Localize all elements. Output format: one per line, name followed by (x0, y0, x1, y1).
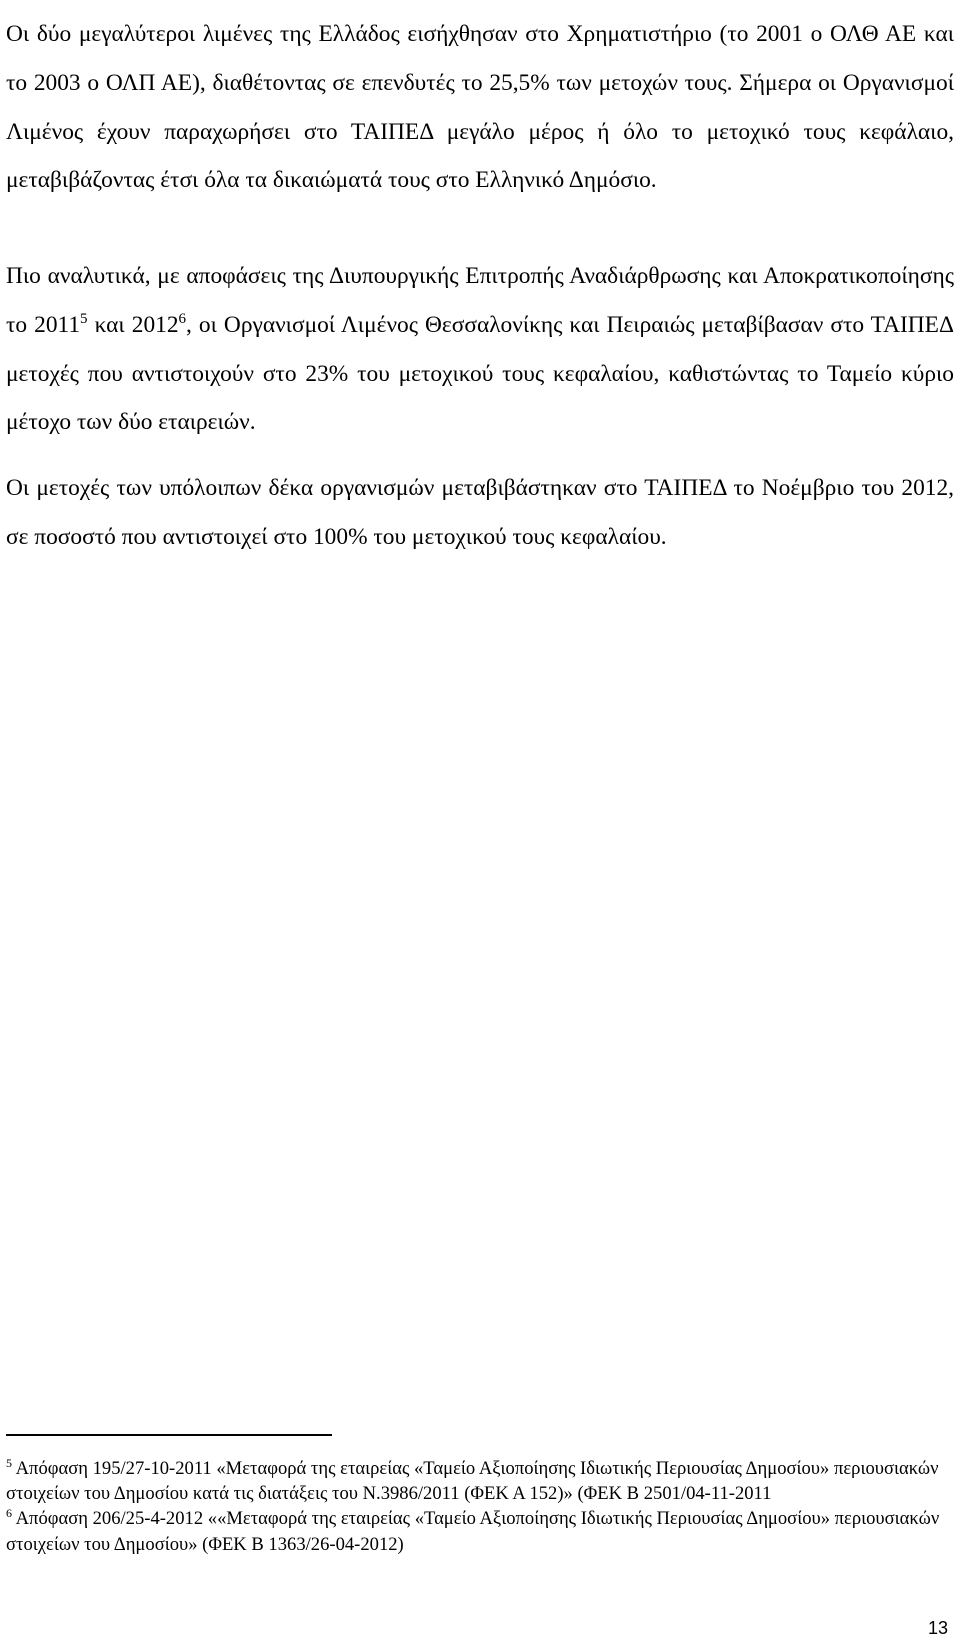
footnote-5 (6, 1456, 954, 1506)
paragraph-3: Οι μετοχές των υπόλοιπων δέκα οργανισμών μεταβιβάστηκαν στο ΤΑΙΠΕΔ το Νοέμβριο του 2012, σε ποσοστό που αντιστοιχεί στο 100% του μετοχικού τους κεφαλαίου. (6, 475, 954, 550)
footnote-ref-5[interactable]: 5 (80, 310, 88, 327)
paragraph-2-text-b: και 2012 (87, 311, 179, 338)
footnote-6 (6, 1506, 954, 1556)
footnotes (6, 1456, 954, 1557)
footnote-number: 5 (6, 1456, 12, 1470)
paragraph-1: Οι δύο μεγαλύτεροι λιμένες της Ελλάδος εισήχθησαν στο Χρηματιστήριο (το 2001 ο ΟΛΘ ΑΕ και το 2003 ο ΟΛΠ ΑΕ), διαθέτοντας σε επενδυτές το 25,5% των μετοχών τους. Σήμερα οι Οργανισμοί Λιμένος έχουν παραχωρήσει στο ΤΑΙΠΕΔ μεγάλο μέρος ή όλο το μετοχικό τους κεφάλαιο, μεταβιβάζοντας έτσι όλα τα δικαιώματά τους στο Ελληνικό Δημόσιο. (6, 21, 954, 194)
footnote-number: 6 (6, 1506, 12, 1521)
footnote-ref-6[interactable]: 6 (178, 310, 187, 327)
paragraph-2-text-a: Πιο αναλυτικά, με αποφάσεις της Διυπουργικής Επιτροπής Αναδιάρθρωσης και Αποκρατικοποίησης το 2011 (6, 263, 954, 338)
paragraph-2-text-c: , οι Οργανισμοί Λιμένος Θεσσαλονίκης και Πειραιώς μεταβίβασαν στο ΤΑΙΠΕΔ μετοχές που αντιστοιχούν στο 23% του μετοχικού τους κεφαλαίου, καθιστώντας το Ταμείο κύριο μέτοχο των δύο εταιρειών. (6, 311, 954, 436)
document-page (6, 0, 954, 1647)
footnote-separator (6, 1434, 332, 1436)
footnote-text: Απόφαση 206/25-4-2012 ««Μεταφορά της εταιρείας «Ταμείο Αξιοποίησης Ιδιωτικής Περιουσίας Δημοσίου» περιουσιακών στοιχείων του Δημοσίου» (ΦΕΚ Β 1363/26-04-2012) (6, 1508, 940, 1555)
page-number: 13 (927, 1618, 948, 1638)
paragraph-2 (6, 252, 954, 447)
footnote-text: Απόφαση 195/27-10-2011 «Μεταφορά της εταιρείας «Ταμείο Αξιοποίησης Ιδιωτικής Περιουσίας Δημοσίου» περιουσιακών στοιχείων του Δημοσίου κατά τις διατάξεις του Ν.3986/2011 (ΦΕΚ Α 152)» (ΦΕΚ Β 2501/04-11-2011 (6, 1458, 939, 1505)
